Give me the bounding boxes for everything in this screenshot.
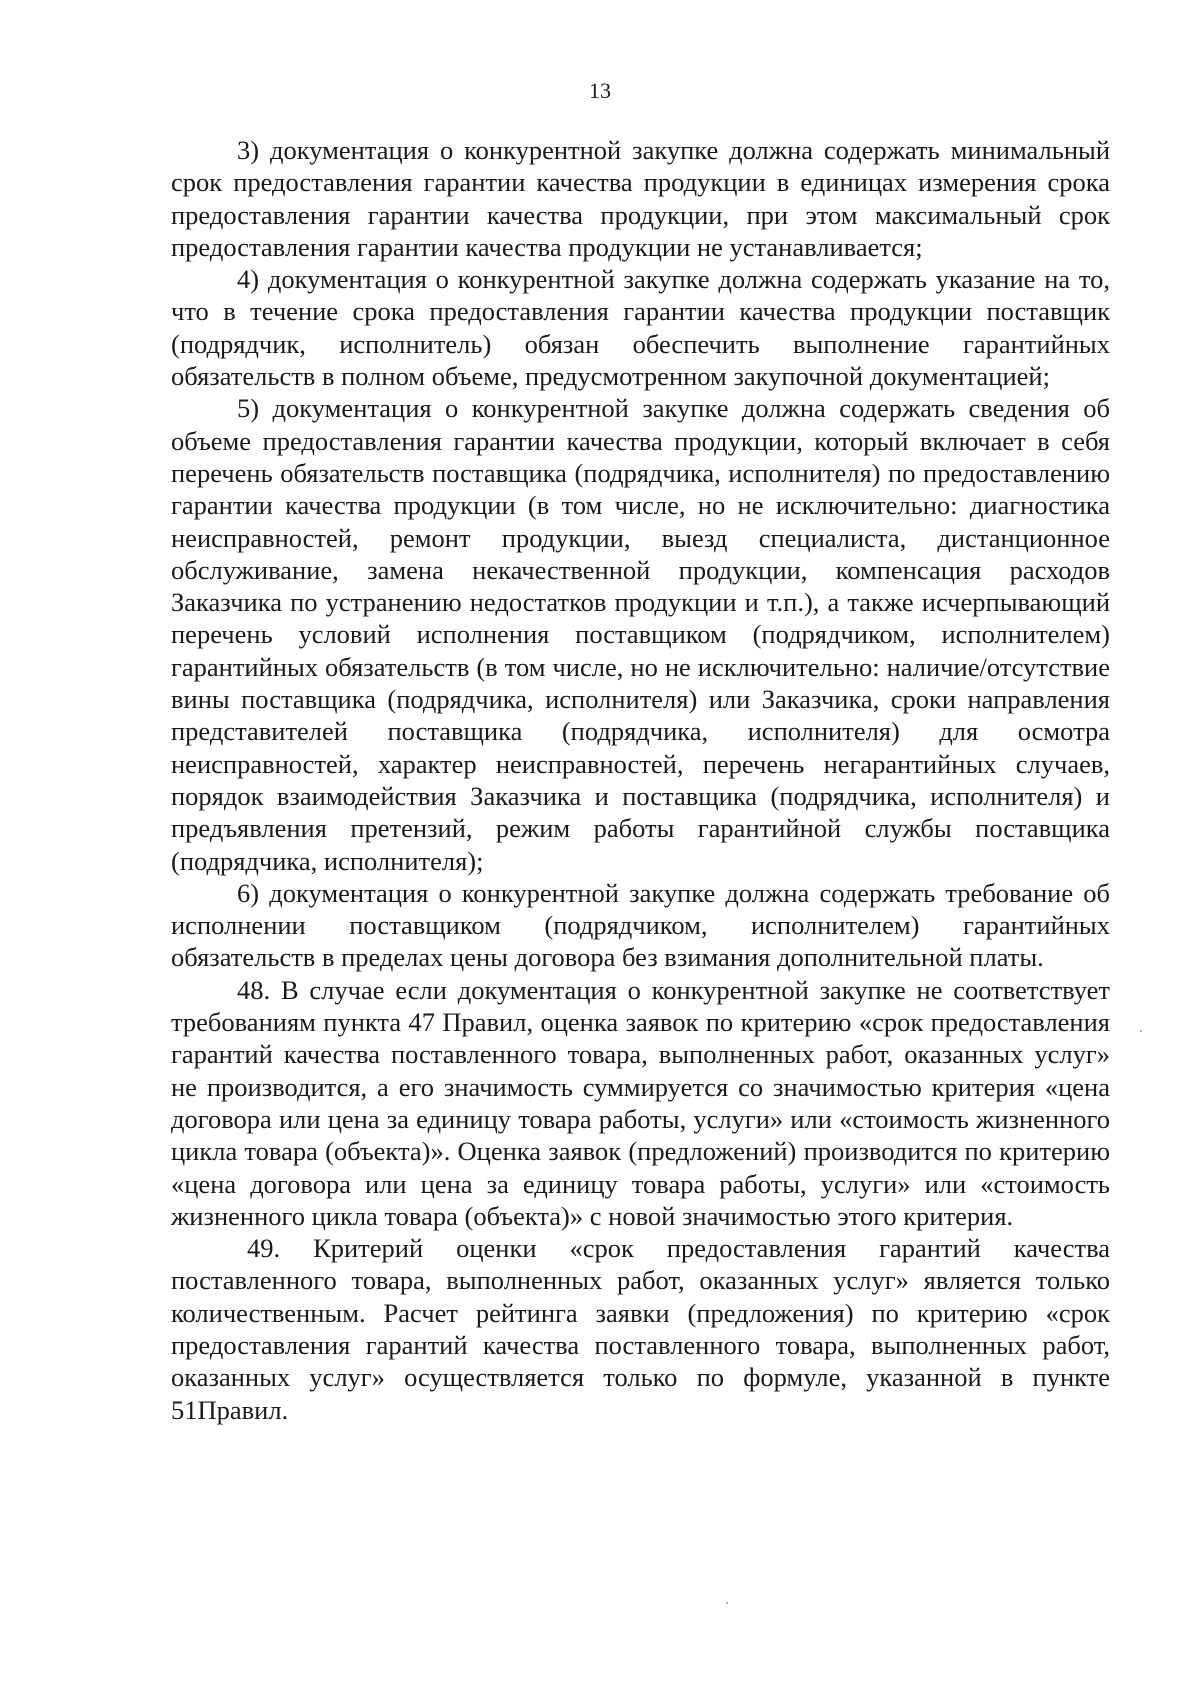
scan-artifact-dot: [1140, 1030, 1142, 1032]
scan-artifact-dot: [726, 1602, 728, 1604]
paragraph-item-3: 3) документация о конкурентной закупке должна содержать минимальный срок предоставления гарантии качества продукции в единицах измерения срока предоставления гарантии качества продукции, при этом максимальный срок предоставления гарантии качества продукции не устанавливается;: [171, 135, 1110, 262]
document-body: [171, 134, 1110, 1426]
paragraph-clause-48: 48. В случае если документация о конкурентной закупке не соответствует требованиям пункта 47 Правил, оценка заявок по критерию «срок предоставления гарантий качества поставленного товара, выполненных работ, оказанных услуг» не производится, а его значимость суммируется со значимостью критерия «цена договора или цена за единицу товара работы, услуги» или «стоимость жизненного цикла товара (объекта)». Оценка заявок (предложений) производится по критерию «цена договора или цена за единицу товара работы, услуги» или «стоимость жизненного цикла товара (объекта)» с новой значимостью этого критерия.: [171, 974, 1110, 1231]
paragraph-item-6: 6) документация о конкурентной закупке должна содержать требование об исполнении поставщиком (подрядчиком, исполнителем) гарантийных обязательств в пределах цены договора без взимания дополнительной платы.: [171, 877, 1110, 973]
paragraph-item-4: 4) документация о конкурентной закупке должна содержать указание на то, что в течение срока предоставления гарантии качества продукции поставщик (подрядчик, исполнитель) обязан обеспечить выполнение гарантийных обязательств в полном объеме, предусмотренном закупочной документацией;: [171, 264, 1110, 392]
paragraph-item-5: 5) документация о конкурентной закупке должна содержать сведения об объеме предоставления гарантии качества продукции, который включает в себя перечень обязательств поставщика (подрядчика, исполнителя) по предоставлению гарантии качества продукции (в том числе, но не исключительно: диагностика неисправностей, ремонт продукции, выезд специалиста, дистанционное обслуживание, замена некачественной продукции, компенсация расходов Заказчика по устранению недостатков продукции и т.п.), а также исчерпывающий перечень условий исполнения поставщиком (подрядчиком, исполнителем) гарантийных обязательств (в том числе, но не исключительно: наличие/отсутствие вины поставщика (подрядчика, исполнителя) или Заказчика, сроки направления представителей поставщика (подрядчика, исполнителя) для осмотра неисправностей, характер неисправностей, перечень негарантийных случаев, порядок взаимодействия Заказчика и поставщика (подрядчика, исполнителя) и предъявления претензий, режим работы гарантийной службы поставщика (подрядчика, исполнителя);: [171, 393, 1110, 876]
paragraph-clause-49: 49. Критерий оценки «срок предоставления гарантий качества поставленного товара, выполненных работ, оказанных услуг» является только количественным. Расчет рейтинга заявки (предложения) по критерию «срок предоставления гарантий качества поставленного товара, выполненных работ, оказанных услуг» осуществляется только по формуле, указанной в пункте 51Правил.: [171, 1233, 1110, 1425]
page-number: 13: [589, 78, 611, 103]
